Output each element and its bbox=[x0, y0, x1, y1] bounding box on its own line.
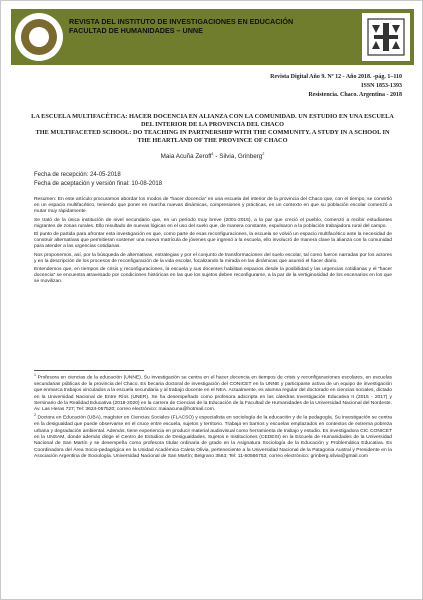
footnote bbox=[34, 375, 392, 413]
article-title-spanish: LA ESCUELA MULTIFACÉTICA: HACER DOCENCIA EN ALIANZA CON LA COMUNIDAD. UN ESTUDIO EN UNA ESCUELA DEL INTERIOR DE LA PROVINCIA DEL CHACO bbox=[31, 113, 394, 128]
abstract-paragraph: Nos proponemos, así, por la búsqueda de alternativas, estrategias y por el conjunto de transformaciones del suelo escolar, tal como fueron narradas por los actores y en la descripción de los procesos de reconfiguración de la vida escolar, focalizando la mirada en las dinámicas que asumió el hacer diario. bbox=[34, 252, 392, 264]
journal-header-band bbox=[11, 9, 414, 65]
abstract-paragraph: Entendemos que, en tiempos de crisis y reconfiguraciones, la escuela y sus docentes habilitan espacios desde la posibilidad y las urgencias cotidianas y el “hacer docencia” se encuentra atravesado por condiciones históricas en las que los sujetos deben reconfigurarse, a la par de la vertiginosidad de los escenarios en los que se movilizan. bbox=[34, 267, 392, 285]
article-dates bbox=[34, 171, 162, 189]
journal-name-line1: REVISTA DEL INSTITUTO DE INVESTIGACIONES EN EDUCACIÓN bbox=[69, 17, 294, 26]
abstract-paragraph: Se trató de la única institución de nivel secundario que, en un período muy breve (2001-2016), a la par que creció el pueblo, comenzó a recibir estudiantes migrantes de zonas rurales. Ello resultado de nuevas lógicas en el uso del suelo que, de manera constante, expulsaron a la población trabajadora rural del campo. bbox=[34, 217, 392, 229]
author-line bbox=[31, 153, 394, 161]
footnote bbox=[34, 415, 392, 460]
footnote-mark: 1 bbox=[34, 373, 36, 377]
journal-name bbox=[69, 17, 349, 35]
issue-line: Revista Digital Año 9. Nº 12 - Año 2018. -pág. 1–110 bbox=[270, 74, 402, 80]
location-line: Resistencia. Chaco. Argentina - 2018 bbox=[308, 92, 402, 98]
accepted-date: Fecha de aceptación y versión final: 10-08-2018 bbox=[34, 181, 163, 187]
issn-line: ISSN 1853-1393 bbox=[361, 83, 402, 89]
article-title-english: THE MULTIFACETED SCHOOL: DO TEACHING IN PARTNERSHIP WITH THE COMMUNITY. A STUDY IN A SCHOOL IN THE HEARTLAND OF THE PROVINCE OF CHACO bbox=[35, 129, 390, 144]
footnote-divider bbox=[34, 370, 144, 371]
footnote-text: Doctora en Educación (UBA), magíster en Ciencias Sociales (FLACSO) y especialista en sociología de la educación y de la pedagogía. Su investigación se centra en la desigualdad que puede observarse en el cruce entre escuela, sujetos y territorio. Trabaja en barrios y escuelas emplazados en contextos de extrema pobreza urbana y degradación ambiental. Además, tiene experiencia en producir material audiovisual como herramienta de trabajo y estudio. Es investigadora CIC CONICET en la UNSAM, donde además dirige el Centro de Estudios de Desigualdades, Sujetos e Instituciones (CEDESI) en la Escuela de Humanidades de la Universidad Nacional de San Martín y se desempeña como profesora titular ordinaria de grado en la Asignatura Sociología de la Educación y Problemática Educativa. Es Coordinadora del Área Socio-pedagógica en la Unidad Académica Caleta Olivia, perteneciente a la Universidad Nacional de la Patagonia Austral y Presidente en la Asociación Argentina de Sociología. Universidad Nacional de San Martín; Belgrano 3563; Tel: 11-50566753; correo electrónico: grinberg.silvia@gmail.com bbox=[34, 416, 392, 459]
received-date: Fecha de recepción: 24-05-2018 bbox=[34, 172, 121, 178]
author-separator: - bbox=[213, 153, 220, 160]
humanities-logo-icon bbox=[362, 13, 410, 61]
author-2: Silvia, Grinberg bbox=[219, 153, 263, 160]
university-logo-icon bbox=[15, 13, 63, 61]
journal-name-line2: FACULTAD DE HUMANIDADES – UNNE bbox=[69, 26, 203, 35]
footnote-mark: 2 bbox=[34, 413, 36, 418]
abstract-paragraph: Resumen: En este artículo procuramos abordar los modos de “hacer docencia” en una escuela del interior de la provincia del Chaco que, con el tiempo, se convirtió en un espacio multifacético, teniendo que poner en marcha nuevas dinámicas, compresiones y prácticas, en un contexto en que su población escolar comenzó a mutar muy rápidamente. bbox=[34, 197, 392, 215]
abstract-paragraph: El punto de partida para afrontar esta investigación es que, como parte de esas reconfiguraciones, la escuela se volvió un espacio multifacético ante la necesidad de construir alternativas que permitieran sostener una nueva matrícula de jóvenes que ingresó a la escuela, ello involucró de manera clave la alianza con la comunidad para atender a las urgencias cotidianas. bbox=[34, 232, 392, 250]
footnotes bbox=[34, 375, 392, 462]
author-1-footnote-mark: 1 bbox=[211, 151, 214, 156]
journal-issue-info bbox=[270, 73, 402, 100]
author-2-footnote-mark: 2 bbox=[262, 151, 265, 156]
author-1: Maia Acuña Zeroff bbox=[160, 153, 212, 160]
footnote-text: Profesora en ciencias de la educación (UNNE). Su investigación se centra en el hacer docencia en tiempos de crisis y reconfiguraciones escolares, en escuelas secundarias públicas de la provincia del Chaco. Es becaria doctoral de investigación del CONICET en la UNNE y participante activa de un equipo de investigación que enmarca trabajos vinculados a la escuela secundaria y al trabajo docente en el NEA. Actualmente, es alumna regular del doctorado en ciencias sociales, dictado en la Universidad Nacional de Entre Ríos (UNER). Se ha desempeñado como profesora adscripta en las cátedras Investigación Educativa II (2015 - 2017) y Seminario de la Realidad Educativa (2018-2020) en la carrera de Ciencias de la Educación de la Facultad de Humanidades de la Universidad Nacional del Nordeste. Av. Las Heras 727; Tel: 3624-057520; correo electrónico: maiaacuna@hotmail.com. bbox=[34, 375, 392, 413]
abstract bbox=[34, 197, 392, 288]
